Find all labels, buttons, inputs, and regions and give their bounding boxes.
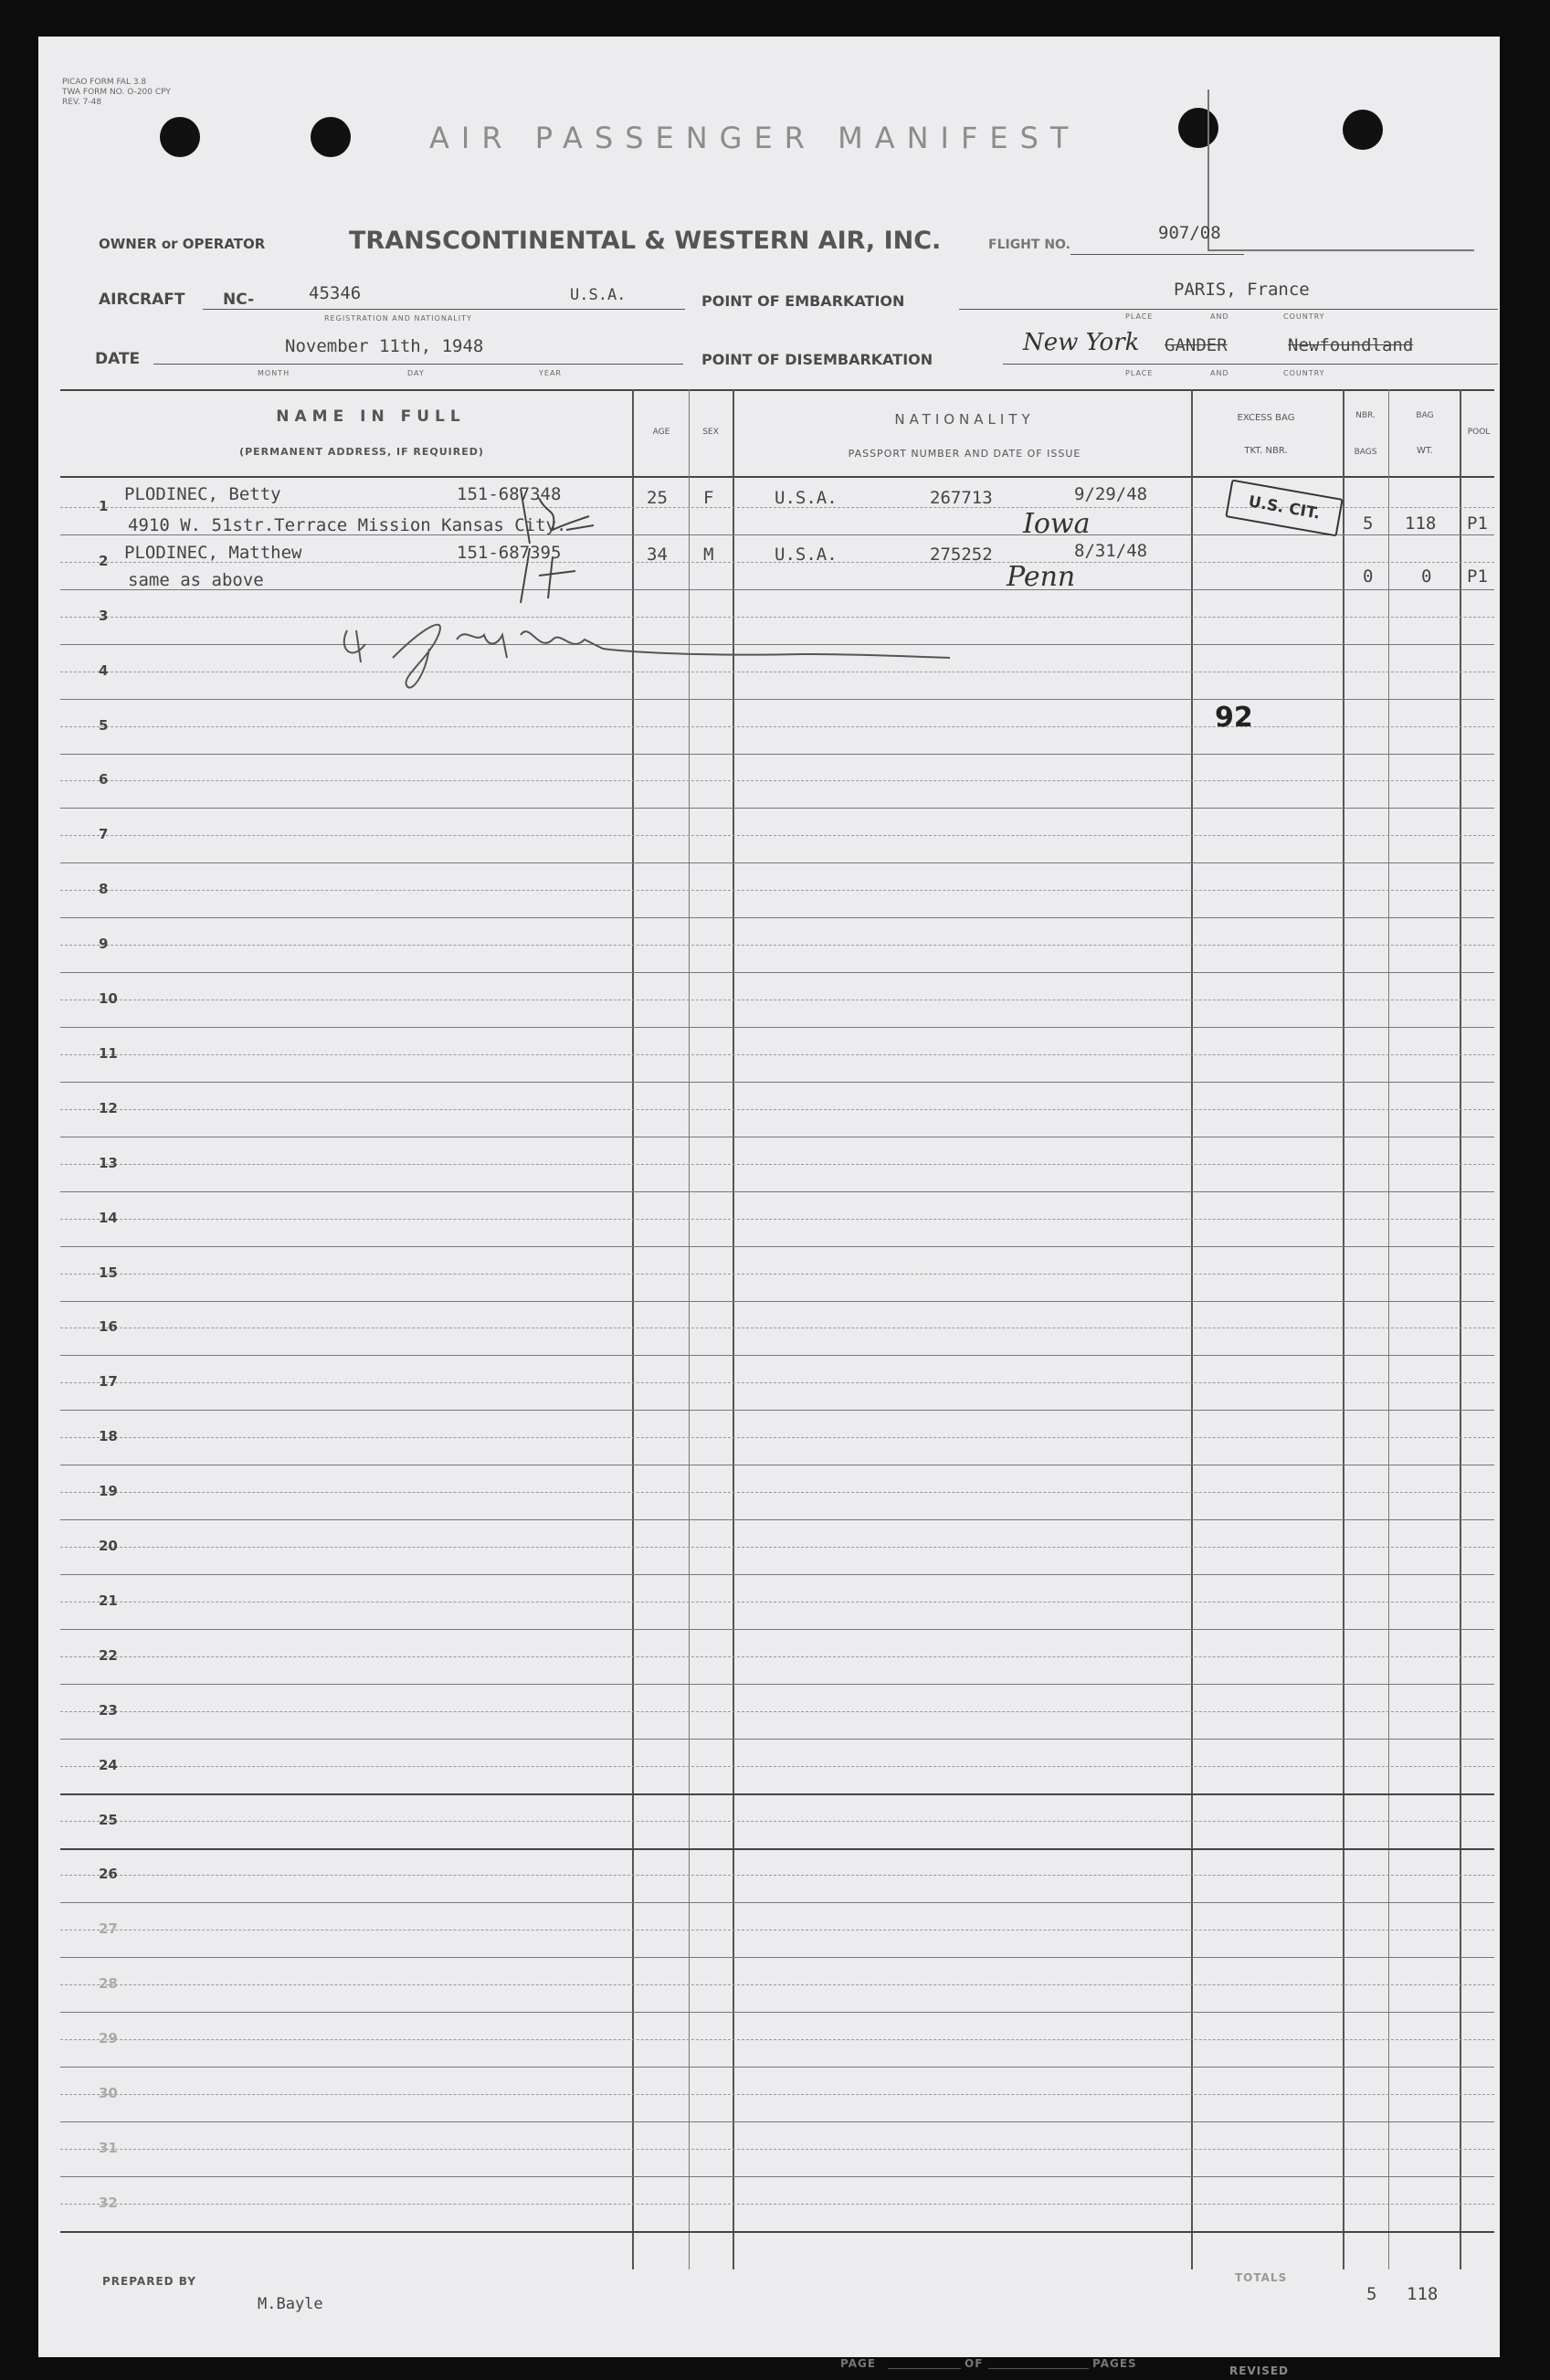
col-header-name-sub: (PERMANENT ADDRESS, IF REQUIRED) bbox=[239, 446, 484, 458]
date-caption-month: MONTH bbox=[258, 369, 290, 377]
col-header-pool: POOL bbox=[1467, 428, 1491, 437]
row-midline bbox=[60, 945, 1494, 946]
row-line bbox=[60, 2176, 1494, 2177]
owner-value: TRANSCONTINENTAL & WESTERN AIR, INC. bbox=[349, 227, 942, 255]
row-number: 12 bbox=[99, 1099, 118, 1116]
row-midline bbox=[60, 1711, 1494, 1712]
embarkation-underline bbox=[959, 309, 1498, 310]
passenger-1-name: PLODINEC, Betty bbox=[124, 484, 281, 504]
row-number: 10 bbox=[99, 990, 118, 1008]
date-underline bbox=[153, 364, 683, 365]
row-midline bbox=[60, 890, 1494, 891]
passenger-2-address: same as above bbox=[128, 570, 264, 590]
date-label: DATE bbox=[95, 350, 141, 368]
row-midline bbox=[60, 1109, 1494, 1110]
row-number: 2 bbox=[99, 552, 109, 569]
disembark-caption-country: COUNTRY bbox=[1283, 369, 1325, 377]
passenger-2-passport: 275252 bbox=[930, 545, 993, 565]
header-bottom-border bbox=[60, 476, 1494, 478]
col-header-nbr-2: BAGS bbox=[1354, 448, 1377, 457]
row-midline bbox=[60, 1656, 1494, 1657]
row-midline bbox=[60, 726, 1494, 727]
col-header-excess-1: EXCESS BAG bbox=[1237, 413, 1295, 423]
embark-caption-and: AND bbox=[1210, 312, 1229, 321]
totals-label: TOTALS bbox=[1235, 2271, 1288, 2284]
passenger-2-sex: M bbox=[703, 545, 714, 565]
row-line bbox=[60, 1191, 1494, 1192]
passenger-1-address: 4910 W. 51str.Terrace Mission Kansas City. bbox=[128, 515, 567, 535]
aircraft-label: AIRCRAFT bbox=[99, 291, 185, 309]
page-label: PAGE bbox=[840, 2357, 877, 2370]
row-line bbox=[60, 2231, 1494, 2233]
row-number: 22 bbox=[99, 1646, 118, 1664]
row-number: 3 bbox=[99, 607, 109, 624]
revised-label: REVISED bbox=[1229, 2364, 1289, 2377]
date-caption-day: DAY bbox=[407, 369, 425, 377]
col-header-name: NAME IN FULL bbox=[276, 407, 466, 426]
passenger-2-hand-note: Penn bbox=[1007, 561, 1076, 593]
corner-box bbox=[1207, 90, 1474, 251]
row-number: 16 bbox=[99, 1318, 118, 1336]
row-line bbox=[60, 1793, 1494, 1795]
row-midline bbox=[60, 1437, 1494, 1438]
row-line bbox=[60, 1629, 1494, 1630]
row-number: 5 bbox=[99, 716, 109, 734]
row-number: 1 bbox=[99, 497, 109, 514]
form-id-line: PICAO FORM FAL 3.8 bbox=[62, 78, 147, 87]
passenger-1-pool: P1 bbox=[1467, 513, 1488, 534]
passenger-1-nationality: U.S.A. bbox=[775, 488, 838, 508]
page-underline bbox=[888, 2368, 961, 2369]
row-number: 8 bbox=[99, 881, 109, 898]
row-number: 26 bbox=[99, 1866, 118, 1883]
row-number: 31 bbox=[99, 2139, 118, 2156]
form-identifier bbox=[62, 78, 190, 108]
row-line bbox=[60, 1355, 1494, 1356]
row-line bbox=[60, 917, 1494, 918]
page-number: 92 bbox=[1215, 702, 1253, 734]
row-line bbox=[60, 1519, 1494, 1520]
passenger-2-weight: 0 bbox=[1421, 566, 1432, 587]
row-line bbox=[60, 754, 1494, 755]
flight-label: FLIGHT NO. bbox=[988, 238, 1070, 252]
prepared-by-label: PREPARED BY bbox=[102, 2275, 196, 2288]
row-number: 9 bbox=[99, 936, 109, 953]
handwritten-initials-2 bbox=[511, 544, 585, 608]
row-line bbox=[60, 1739, 1494, 1740]
row-midline bbox=[60, 1054, 1494, 1055]
row-midline bbox=[60, 1547, 1494, 1548]
passenger-2-ticket: 151-687395 bbox=[457, 543, 562, 563]
passenger-2-name: PLODINEC, Matthew bbox=[124, 543, 302, 563]
handwritten-signature bbox=[329, 594, 1060, 694]
row-line bbox=[60, 972, 1494, 973]
aircraft-nationality: U.S.A. bbox=[570, 286, 627, 304]
row-number: 32 bbox=[99, 2194, 118, 2211]
disembark-caption-place: PLACE bbox=[1125, 369, 1154, 377]
row-line bbox=[60, 1684, 1494, 1685]
row-number: 28 bbox=[99, 1975, 118, 1993]
aircraft-prefix: NC- bbox=[223, 291, 255, 309]
pages-label: PAGES bbox=[1092, 2357, 1137, 2370]
row-line bbox=[60, 2121, 1494, 2122]
row-number: 17 bbox=[99, 1373, 118, 1391]
row-midline bbox=[60, 1602, 1494, 1603]
row-number: 7 bbox=[99, 826, 109, 843]
row-line bbox=[60, 2067, 1494, 2068]
totals-bags: 5 bbox=[1366, 2284, 1377, 2304]
row-number: 23 bbox=[99, 1701, 118, 1719]
passenger-2-issue-date: 8/31/48 bbox=[1074, 541, 1148, 561]
row-number: 21 bbox=[99, 1592, 118, 1609]
row-midline bbox=[60, 2094, 1494, 2095]
passenger-2-pool: P1 bbox=[1467, 566, 1488, 587]
disembark-struck: GANDER bbox=[1165, 335, 1228, 355]
col-header-excess-2: TKT. NBR. bbox=[1244, 446, 1288, 456]
row-midline bbox=[60, 835, 1494, 836]
row-midline bbox=[60, 1766, 1494, 1767]
row-number: 24 bbox=[99, 1756, 118, 1773]
row-number: 15 bbox=[99, 1264, 118, 1281]
embarkation-label: POINT OF EMBARKATION bbox=[701, 292, 905, 310]
row-line bbox=[60, 808, 1494, 809]
row-number: 6 bbox=[99, 771, 109, 788]
passenger-1-age: 25 bbox=[647, 488, 668, 508]
row-midline bbox=[60, 1382, 1494, 1383]
embark-caption-place: PLACE bbox=[1125, 312, 1154, 321]
punch-hole bbox=[160, 117, 200, 157]
passenger-1-ticket: 151-687348 bbox=[457, 484, 562, 504]
disembarkation-underline bbox=[1003, 364, 1498, 365]
row-number: 20 bbox=[99, 1538, 118, 1555]
row-line bbox=[60, 1902, 1494, 1903]
row-line bbox=[60, 1848, 1494, 1850]
manifest-title: AIR PASSENGER MANIFEST bbox=[429, 121, 1081, 155]
prepared-by-value: M.Bayle bbox=[258, 2295, 323, 2313]
row-midline bbox=[60, 1821, 1494, 1822]
disembark-caption-and: AND bbox=[1210, 369, 1229, 377]
passenger-1-bags: 5 bbox=[1363, 513, 1374, 534]
row-line bbox=[60, 1574, 1494, 1575]
row-midline bbox=[60, 1984, 1494, 1985]
disembark-handwritten: New York bbox=[1023, 329, 1140, 356]
date-value: November 11th, 1948 bbox=[285, 336, 484, 356]
row-number: 19 bbox=[99, 1483, 118, 1500]
row-number: 25 bbox=[99, 1811, 118, 1828]
row-line bbox=[60, 1027, 1494, 1028]
embark-caption-country: COUNTRY bbox=[1283, 312, 1325, 321]
totals-weight: 118 bbox=[1407, 2284, 1439, 2304]
disembark-country: Newfoundland bbox=[1288, 335, 1414, 355]
row-midline bbox=[60, 2149, 1494, 2150]
passenger-2-age: 34 bbox=[647, 545, 668, 565]
row-midline bbox=[60, 1492, 1494, 1493]
row-midline bbox=[60, 780, 1494, 781]
handwritten-initials-1 bbox=[511, 480, 603, 553]
row-number: 11 bbox=[99, 1044, 118, 1062]
row-line bbox=[60, 699, 1494, 700]
row-midline bbox=[60, 1164, 1494, 1165]
col-header-nbr-1: NBR. bbox=[1355, 411, 1376, 420]
aircraft-underline bbox=[203, 309, 685, 310]
of-underline bbox=[988, 2368, 1089, 2369]
table-top-border bbox=[60, 389, 1494, 391]
col-header-sex: SEX bbox=[702, 428, 719, 437]
passenger-2-nationality: U.S.A. bbox=[775, 545, 838, 565]
us-citizen-stamp: U.S. CIT. bbox=[1225, 480, 1343, 537]
passenger-1-weight: 118 bbox=[1405, 513, 1437, 534]
passenger-1-passport: 267713 bbox=[930, 488, 993, 508]
row-number: 14 bbox=[99, 1209, 118, 1226]
col-header-bag-2: WT. bbox=[1417, 446, 1433, 456]
row-number: 4 bbox=[99, 661, 109, 679]
row-line bbox=[60, 1246, 1494, 1247]
row-line bbox=[60, 589, 1494, 590]
row-number: 30 bbox=[99, 2085, 118, 2102]
col-header-nationality: NATIONALITY bbox=[894, 411, 1035, 428]
passenger-1-issue-date: 9/29/48 bbox=[1074, 484, 1148, 504]
row-line bbox=[60, 1957, 1494, 1958]
passenger-2-bags: 0 bbox=[1363, 566, 1374, 587]
row-number: 13 bbox=[99, 1154, 118, 1171]
row-number: 27 bbox=[99, 1920, 118, 1938]
date-caption-year: YEAR bbox=[539, 369, 562, 377]
passenger-1-hand-note: Iowa bbox=[1023, 508, 1091, 540]
col-header-bag-1: BAG bbox=[1416, 411, 1434, 420]
row-midline bbox=[60, 2039, 1494, 2040]
row-line bbox=[60, 2012, 1494, 2013]
row-line bbox=[60, 862, 1494, 863]
row-number: 29 bbox=[99, 2030, 118, 2047]
disembarkation-label: POINT OF DISEMBARKATION bbox=[701, 351, 933, 368]
punch-hole bbox=[311, 117, 351, 157]
row-midline bbox=[60, 2204, 1494, 2205]
passenger-1-sex: F bbox=[703, 488, 714, 508]
registration-caption: REGISTRATION AND NATIONALITY bbox=[324, 314, 472, 323]
owner-label: OWNER or OPERATOR bbox=[99, 236, 266, 252]
row-line bbox=[60, 1301, 1494, 1302]
flight-value: 907/08 bbox=[1158, 223, 1221, 243]
col-header-nationality-sub: PASSPORT NUMBER AND DATE OF ISSUE bbox=[848, 448, 1081, 460]
aircraft-value: 45346 bbox=[309, 283, 362, 303]
row-number: 18 bbox=[99, 1428, 118, 1445]
row-midline bbox=[60, 1219, 1494, 1220]
form-id-line: TWA FORM NO. O-200 CPY bbox=[62, 88, 171, 97]
row-midline bbox=[60, 1875, 1494, 1876]
row-midline bbox=[60, 1274, 1494, 1275]
col-header-age: AGE bbox=[652, 428, 670, 437]
flight-underline bbox=[1070, 254, 1244, 255]
row-line bbox=[60, 1082, 1494, 1083]
form-id-line: REV. 7-48 bbox=[62, 98, 102, 107]
embarkation-value: PARIS, France bbox=[1174, 280, 1310, 300]
of-label: OF bbox=[965, 2357, 984, 2370]
row-line bbox=[60, 1410, 1494, 1411]
